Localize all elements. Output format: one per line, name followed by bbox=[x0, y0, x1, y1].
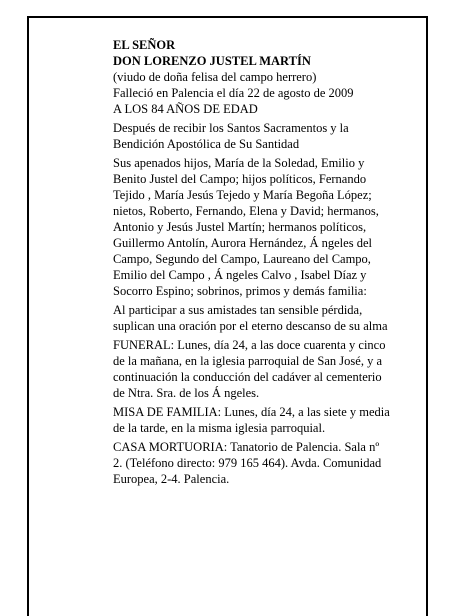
text-line: de la mañana, en la iglesia parroquial de San José, y a bbox=[113, 354, 383, 368]
request-paragraph bbox=[113, 302, 413, 334]
text-line: Bendición Apostólica de Su Santidad bbox=[113, 137, 300, 151]
text-line: nietos, Roberto, Fernando, Elena y David; hermanos, bbox=[113, 204, 379, 218]
family-mass-paragraph bbox=[113, 404, 413, 436]
notice-title: EL SEÑOR bbox=[113, 38, 176, 52]
death-date: Falleció en Palencia el día 22 de agosto de 2009 bbox=[113, 86, 354, 100]
text-line: Europea, 2-4. Palencia. bbox=[113, 472, 230, 486]
text-line: continuación la conducción del cadáver al cementerio bbox=[113, 370, 382, 384]
text-line: suplican una oración por el eterno descanso de su alma bbox=[113, 319, 388, 333]
text-line: Socorro Espino; sobrinos, primos y demás familia: bbox=[113, 284, 367, 298]
text-line: Benito Justel del Campo; hijos políticos, Fernando bbox=[113, 172, 367, 186]
text-line: Al participar a sus amistades tan sensible pérdida, bbox=[113, 303, 363, 317]
text-line: de la tarde, en la misma iglesia parroquial. bbox=[113, 421, 326, 435]
text-line: CASA MORTUORIA: Tanatorio de Palencia. Sala nº bbox=[113, 440, 380, 454]
text-line: MISA DE FAMILIA: Lunes, día 24, a las siete y media bbox=[113, 405, 390, 419]
obituary-notice bbox=[113, 37, 413, 490]
sacraments-paragraph bbox=[113, 120, 413, 152]
text-line: 2. (Teléfono directo: 979 165 464). Avda. Comunidad bbox=[113, 456, 382, 470]
text-line: Campo, Segundo del Campo, Laureano del Campo, bbox=[113, 252, 371, 266]
mortuary-paragraph bbox=[113, 439, 413, 487]
family-paragraph bbox=[113, 155, 413, 299]
text-line: Después de recibir los Santos Sacramentos y la bbox=[113, 121, 349, 135]
widower-note: (viudo de doña felisa del campo herrero) bbox=[113, 70, 317, 84]
text-line: Tejido , María Jesús Tejedo y María Begoña López; bbox=[113, 188, 372, 202]
deceased-name: DON LORENZO JUSTEL MARTÍN bbox=[113, 54, 311, 68]
age-line: A LOS 84 AÑOS DE EDAD bbox=[113, 102, 258, 116]
text-line: Sus apenados hijos, María de la Soledad, Emilio y bbox=[113, 156, 365, 170]
text-line: de Ntra. Sra. de los Á ngeles. bbox=[113, 386, 260, 400]
funeral-paragraph bbox=[113, 337, 413, 401]
text-line: FUNERAL: Lunes, día 24, a las doce cuarenta y cinco bbox=[113, 338, 386, 352]
text-line: Antonio y Jesús Justel Martín; hermanos políticos, bbox=[113, 220, 367, 234]
text-line: Guillermo Antolín, Aurora Hernández, Á ngeles del bbox=[113, 236, 372, 250]
text-line: Emilio del Campo , Á ngeles Calvo , Isabel Díaz y bbox=[113, 268, 367, 282]
